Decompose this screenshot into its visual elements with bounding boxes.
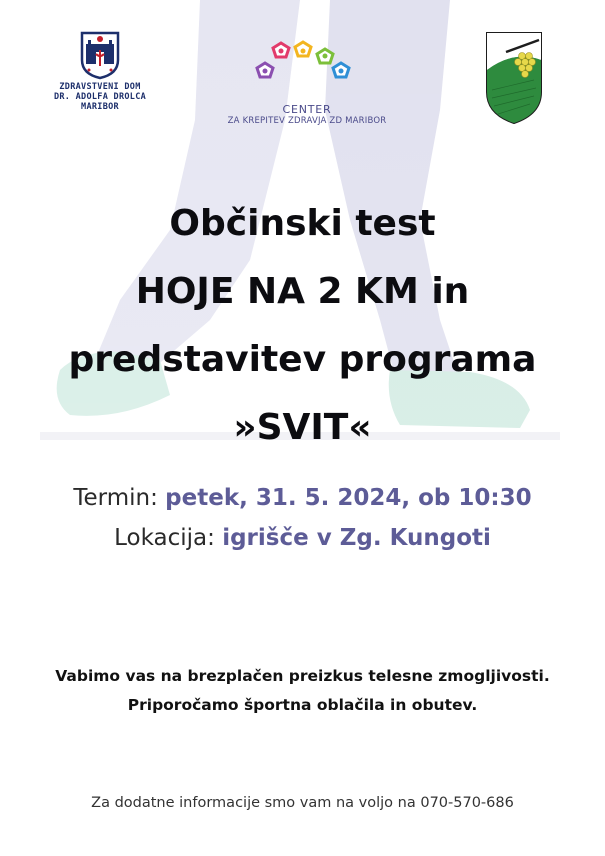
message-line-1: Vabimo vas na brezplačen preizkus telesne zmogljivosti. <box>55 667 550 685</box>
page-title <box>0 190 605 462</box>
contact-footer: Za dodatne informacije smo vam na voljo na 070-570-686 <box>91 795 514 811</box>
date-label: Termin: <box>73 485 158 511</box>
center-pentagons-icon <box>247 40 367 98</box>
zd-maribor-logo <box>40 30 160 112</box>
municipality-crest-icon <box>484 30 544 126</box>
zd-logo-line-3: MARIBOR <box>81 102 119 112</box>
date-row <box>0 478 605 518</box>
invitation-message <box>0 662 605 720</box>
location-label: Lokacija: <box>114 525 215 551</box>
zd-logo-line-2: DR. ADOLFA DROLCA <box>53 92 147 102</box>
title-line-4: »SVIT« <box>233 407 372 448</box>
title-line-3: predstavitev programa <box>68 339 537 380</box>
zd-maribor-emblem-icon <box>79 30 121 80</box>
title-line-1: Občinski test <box>169 203 436 244</box>
date-value: petek, 31. 5. 2024, ob 10:30 <box>165 485 532 511</box>
zd-logo-line-1: ZDRAVSTVENI DOM <box>59 82 141 92</box>
event-details <box>0 478 605 558</box>
title-line-2: HOJE NA 2 KM in <box>135 271 470 312</box>
message-line-2: Priporočamo športna oblačila in obutev. <box>127 696 478 714</box>
center-logo-subtitle: ZA KREPITEV ZDRAVJA ZD MARIBOR <box>227 116 387 126</box>
center-logo <box>212 40 402 126</box>
location-row <box>0 518 605 558</box>
location-value: igrišče v Zg. Kungoti <box>222 525 491 551</box>
center-logo-name: CENTER <box>282 103 332 116</box>
